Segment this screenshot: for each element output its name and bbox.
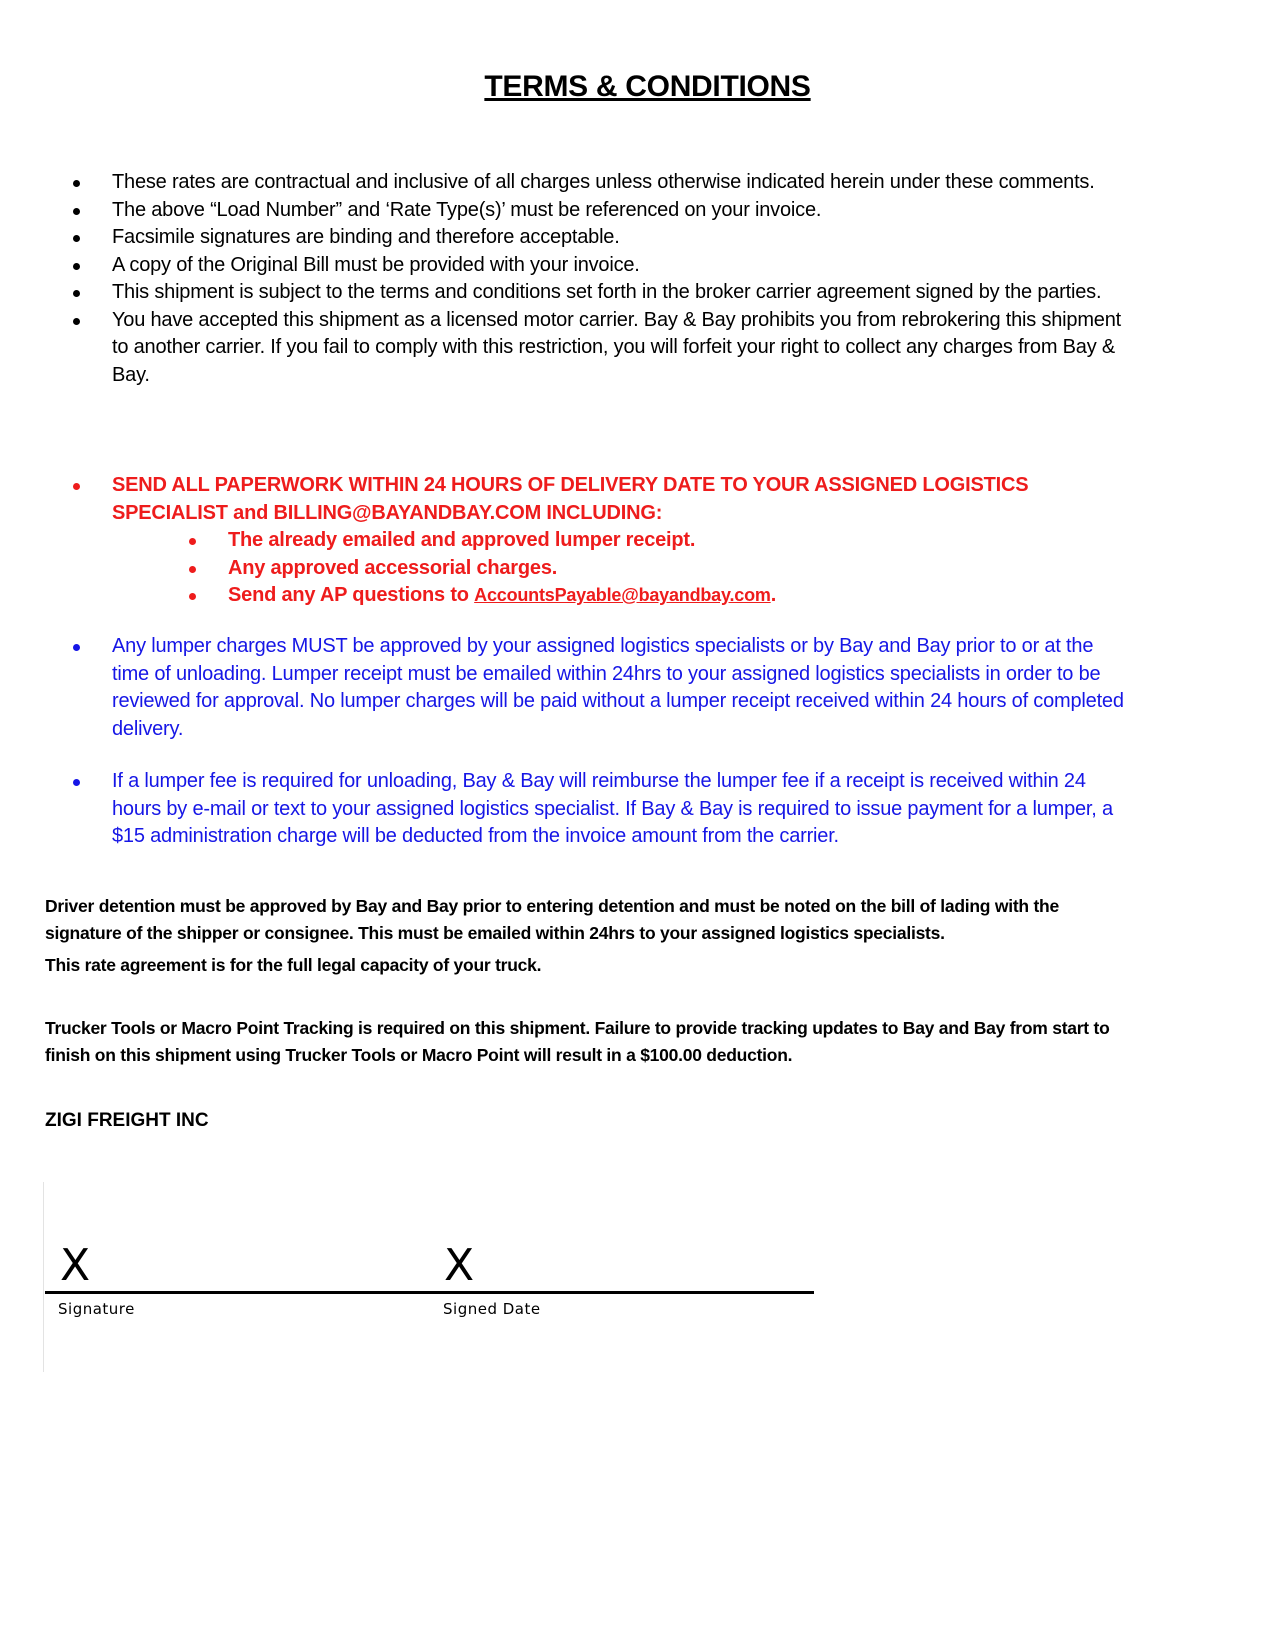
lumper-list: [70, 633, 1130, 851]
detention-paragraph: Driver detention must be approved by Bay and Bay prior to entering detention and must be noted on the bill of lading with the signature of the shipper or consignee. This must be emailed within 24hrs to your assigned logistics specialists.: [45, 896, 1059, 943]
list-item: [70, 224, 1130, 252]
paperwork-sublist: [112, 527, 1130, 610]
list-item: [70, 252, 1130, 280]
term-text: This shipment is subject to the terms and conditions set forth in the broker carrier agreement signed by the parties.: [112, 281, 1102, 303]
list-item: [112, 582, 1130, 610]
term-text: You have accepted this shipment as a licensed motor carrier. Bay & Bay prohibits you from rebrokering this shipment to another carrier. If you fail to comply with this restriction, you will forfeit your right to collect any charges from Bay & Bay.: [112, 308, 1122, 386]
paperwork-list: [70, 472, 1130, 610]
term-text: A copy of the Original Bill must be provided with your invoice.: [112, 253, 640, 276]
list-item: [70, 197, 1130, 225]
ap-prefix: Send any AP questions to: [228, 584, 475, 606]
lumper-text: If a lumper fee is required for unloading, Bay & Bay will reimburse the lumper fee if a receipt is received within 24 hours by e-mail or text to your assigned logistics specialist. If Bay & Bay is required to issue payment for a lumper, a $15 administration charge will be deducted from the invoice amount from the carrier.: [112, 770, 1113, 847]
lumper-text: Any lumper charges MUST be approved by your assigned logistics specialists or by Bay and Bay prior to or at the time of unloading. Lumper receipt must be emailed within 24hrs to your assigned logistics specialists in order to be reviewed for approval. No lumper charges will be paid without a lumper receipt received within 24 hours of completed delivery.: [112, 635, 1124, 740]
list-item: [70, 633, 1130, 743]
list-item: [112, 527, 1130, 555]
term-text: These rates are contractual and inclusive of all charges unless otherwise indicated herein under these comments.: [112, 171, 1095, 193]
bullet-icon: [73, 318, 80, 325]
ap-email-link[interactable]: AccountsPayable@bayandbay.com: [474, 585, 771, 605]
tracking-paragraph: Trucker Tools or Macro Point Tracking is required on this shipment. Failure to provide tracking updates to Bay and Bay from start to finish on this shipment using Trucker Tools or Macro Point will result in a $100.00 deduction.: [45, 1018, 1110, 1065]
signature-mark: X: [60, 1240, 91, 1291]
bullet-icon: [189, 566, 196, 573]
bullet-icon: [73, 235, 80, 242]
paperwork-item: The already emailed and approved lumper receipt.: [228, 529, 696, 551]
bullet-icon: [73, 644, 80, 651]
capacity-paragraph: This rate agreement is for the full legal capacity of your truck.: [45, 955, 542, 975]
bullet-icon: [73, 263, 80, 270]
bullet-icon: [73, 208, 80, 215]
bullet-icon: [189, 593, 196, 600]
bullet-icon: [73, 483, 80, 490]
list-item: [112, 555, 1130, 583]
list-item: [70, 768, 1130, 851]
term-text: Facsimile signatures are binding and therefore acceptable.: [112, 226, 620, 248]
bullet-icon: [189, 538, 196, 545]
signature-label: Signature: [58, 1300, 135, 1318]
page-title: TERMS & CONDITIONS: [484, 70, 811, 103]
ap-suffix: .: [770, 584, 777, 606]
paperwork-item: Any approved accessorial charges.: [228, 556, 558, 579]
paperwork-heading: SEND ALL PAPERWORK WITHIN 24 HOURS OF DELIVERY DATE TO YOUR ASSIGNED LOGISTICS SPECIALIST and BILLING@BAYANDBAY.COM INCLUDING:: [112, 474, 1029, 524]
list-item: [70, 169, 1130, 197]
term-text: The above “Load Number” and ‘Rate Type(s)’ must be referenced on your invoice.: [112, 198, 822, 221]
signed-date-label: Signed Date: [443, 1300, 541, 1318]
bullet-icon: [73, 180, 80, 187]
signature-line[interactable]: [45, 1291, 814, 1294]
terms-list: [70, 169, 1130, 389]
list-item: [70, 279, 1130, 307]
company-name: ZIGI FREIGHT INC: [45, 1110, 209, 1131]
bullet-icon: [73, 290, 80, 297]
list-item: [70, 472, 1130, 610]
signature-border: [43, 1182, 44, 1372]
date-mark: X: [444, 1240, 475, 1291]
bullet-icon: [73, 779, 80, 786]
list-item: [70, 307, 1130, 390]
